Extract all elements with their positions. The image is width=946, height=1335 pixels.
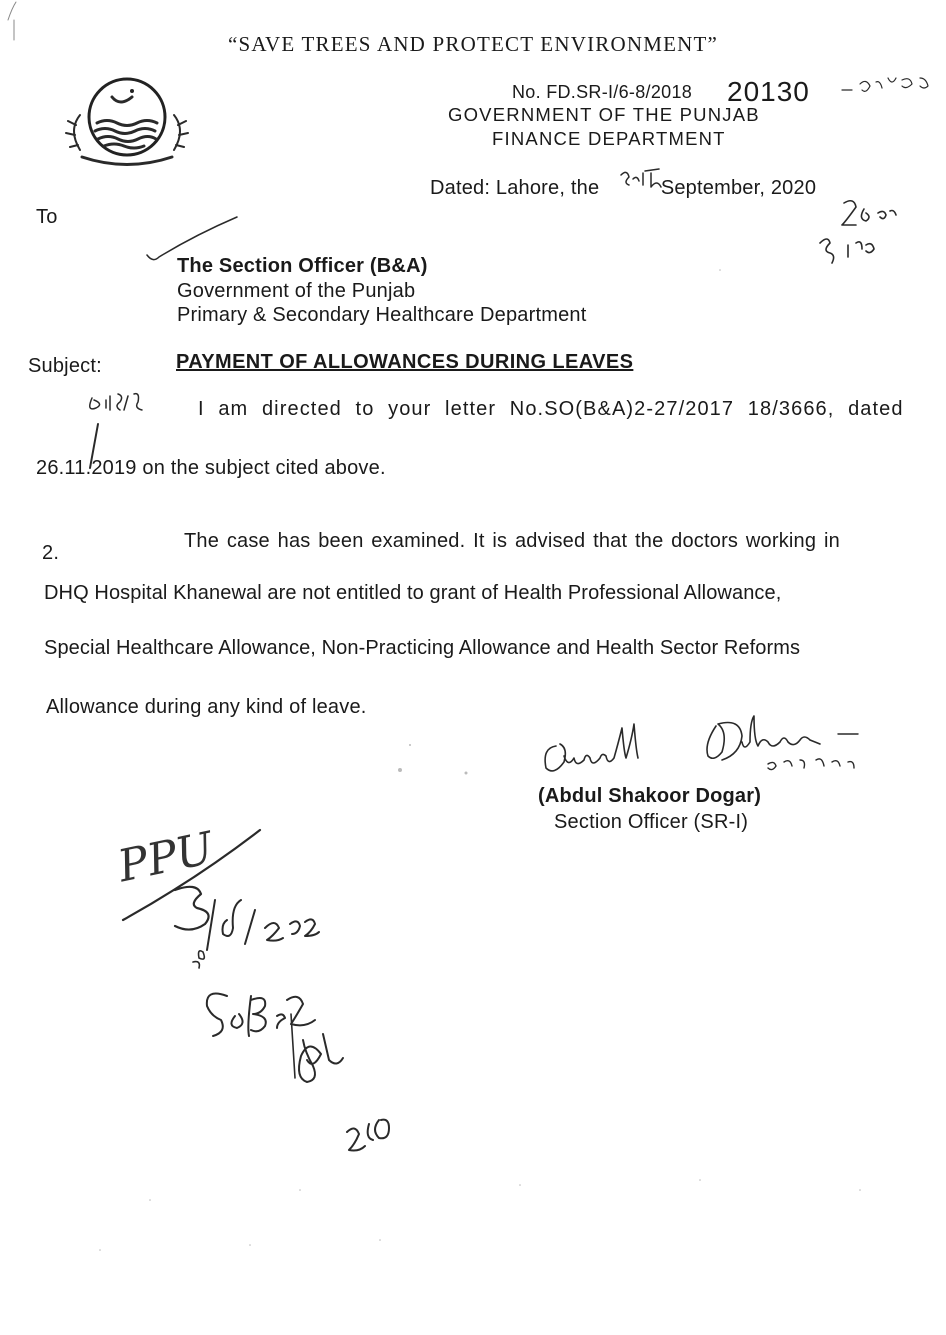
to-label: To: [36, 206, 58, 228]
signatory-name: (Abdul Shakoor Dogar): [538, 785, 762, 807]
paragraph-2-line-2: DHQ Hospital Khanewal are not entitled to grant of Health Professional Allowance,: [44, 582, 782, 604]
government-heading: GOVERNMENT OF THE PUNJAB: [448, 104, 760, 125]
paragraph-2-line-3: Special Healthcare Allowance, Non-Practicing Allowance and Health Sector Reforms: [44, 637, 801, 659]
paragraph-2-number: 2.: [42, 542, 60, 564]
subject-label: Subject:: [28, 355, 102, 377]
date-suffix: September, 2020: [660, 177, 817, 199]
subject-title: PAYMENT OF ALLOWANCES DURING LEAVES: [176, 351, 634, 373]
date-prefix: Dated: Lahore, the: [430, 177, 600, 199]
paragraph-1-line-2: 26.11.2019 on the subject cited above.: [36, 457, 386, 479]
motto: “SAVE TREES AND PROTECT ENVIRONMENT”: [227, 32, 719, 56]
department-heading: FINANCE DEPARTMENT: [492, 128, 726, 149]
paragraph-2-line-1: The case has been examined. It is advised that the doctors working in: [184, 530, 840, 552]
recipient-department: Primary & Secondary Healthcare Department: [177, 304, 587, 326]
handwritten-ppu: PPU: [113, 822, 218, 893]
recipient-name: The Section Officer (B&A): [177, 255, 428, 277]
paragraph-1-line-1: I am directed to your letter No.SO(B&A)2-27/2017 18/3666, dated: [198, 398, 904, 420]
diary-stamp-number: 20130: [727, 76, 810, 107]
recipient-organization: Government of the Punjab: [177, 280, 416, 302]
paragraph-2-line-4: Allowance during any kind of leave.: [46, 696, 367, 718]
signatory-designation: Section Officer (SR-I): [554, 811, 749, 833]
reference-number: No. FD.SR-I/6-8/2018: [512, 82, 693, 102]
